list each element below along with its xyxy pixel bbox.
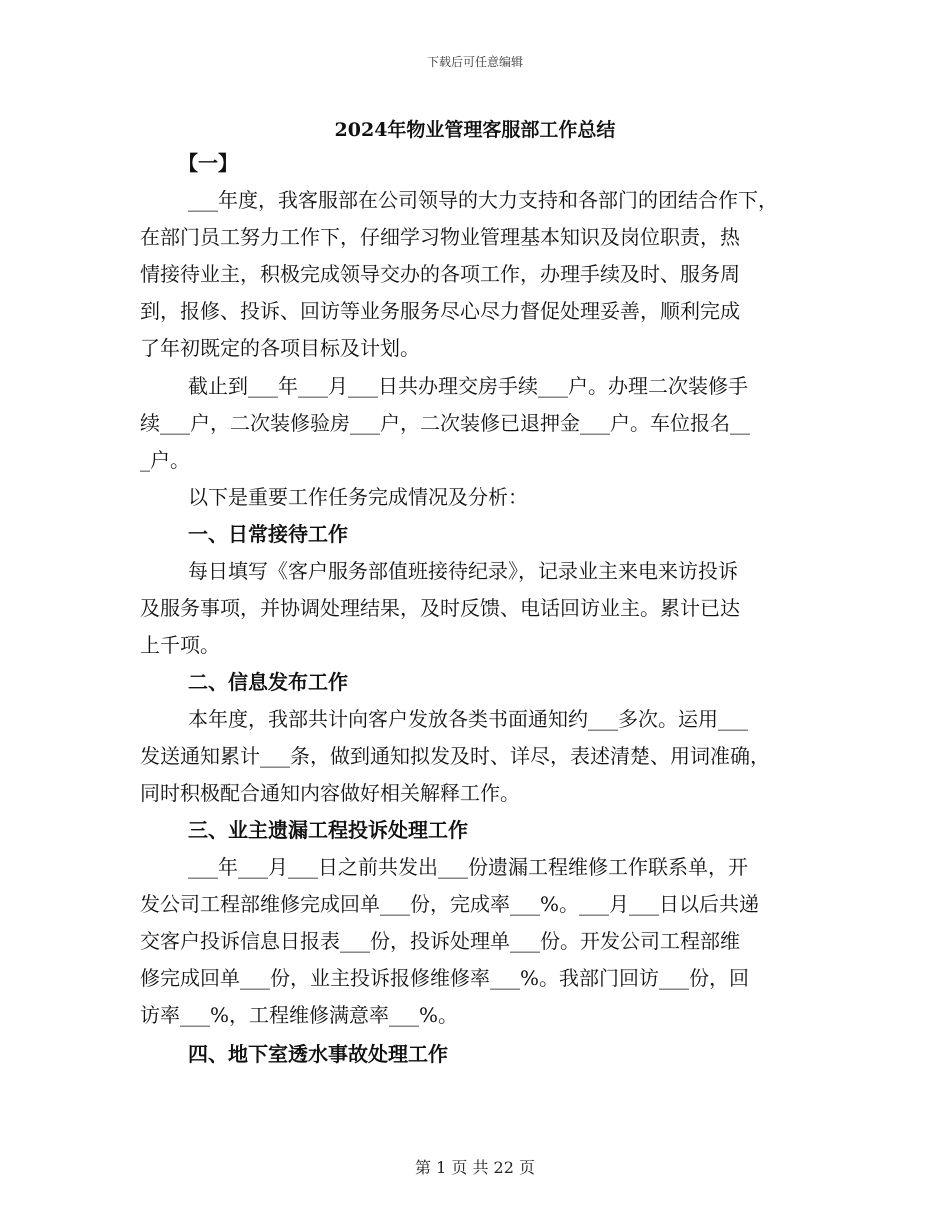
paragraph-line: 到，报修、投诉、回访等业务服务尽心尽力督促处理妥善，顺利完成 — [140, 299, 740, 323]
paragraph-line: 截止到___年___月___日共办理交房手续___户。办理二次装修手 — [188, 374, 748, 398]
paragraph-line: 及服务事项，并协调处理结果，及时反馈、电话回访业主。累计已达 — [140, 596, 740, 620]
paragraph-line: ___年___月___日之前共发出___份遗漏工程维修工作联系单，开 — [188, 855, 748, 879]
paragraph-line: 续___户，二次装修验房___户，二次装修已退押金___户。车位报名__ — [140, 411, 750, 435]
paragraph-line: 了年初既定的各项目标及计划。 — [140, 336, 420, 360]
header-note: 下载后可任意编辑 — [426, 55, 523, 69]
paragraph-line: ___年度，我客服部在公司领导的大力支持和各部门的团结合作下， — [188, 188, 778, 212]
paragraph-line: _户。 — [140, 448, 190, 472]
paragraph-line: 发送通知累计___条，做到通知拟发及时、详尽，表述清楚、用词准确， — [140, 744, 770, 768]
paragraph-line: 在部门员工努力工作下，仔细学习物业管理基本知识及岗位职责，热 — [140, 225, 740, 249]
paragraph-line: 访率___%，工程维修满意率___%。 — [140, 1003, 459, 1027]
section-marker: 【一】 — [178, 151, 238, 175]
paragraph-line: 本年度，我部共计向客户发放各类书面通知约___多次。运用___ — [188, 707, 748, 731]
section-heading: 三、业主遗漏工程投诉处理工作 — [188, 818, 468, 842]
paragraph-line: 每日填写《客户服务部值班接待纪录》，记录业主来电来访投诉 — [188, 559, 738, 583]
paragraph-line: 上千项。 — [140, 633, 220, 657]
paragraph-line: 发公司工程部维修完成回单___份，完成率___%。___月___日以后共递 — [140, 892, 760, 916]
section-heading: 一、日常接待工作 — [188, 522, 348, 546]
section-heading: 四、地下室透水事故处理工作 — [188, 1042, 448, 1066]
paragraph-line: 交客户投诉信息日报表___份，投诉处理单___份。开发公司工程部维 — [140, 929, 740, 953]
section-heading: 二、信息发布工作 — [188, 670, 348, 694]
document-title: 2024年物业管理客服部工作总结 — [334, 119, 616, 141]
summary-lead: 以下是重要工作任务完成情况及分析： — [188, 485, 528, 509]
paragraph-line: 同时积极配合通知内容做好相关解释工作。 — [140, 781, 520, 805]
paragraph-line: 情接待业主，积极完成领导交办的各项工作，办理手续及时、服务周 — [140, 262, 740, 286]
paragraph-line: 修完成回单___份，业主投诉报修维修率___%。我部门回访___份，回 — [140, 966, 750, 990]
page-footer: 第 1 页 共 22 页 — [415, 1158, 535, 1177]
